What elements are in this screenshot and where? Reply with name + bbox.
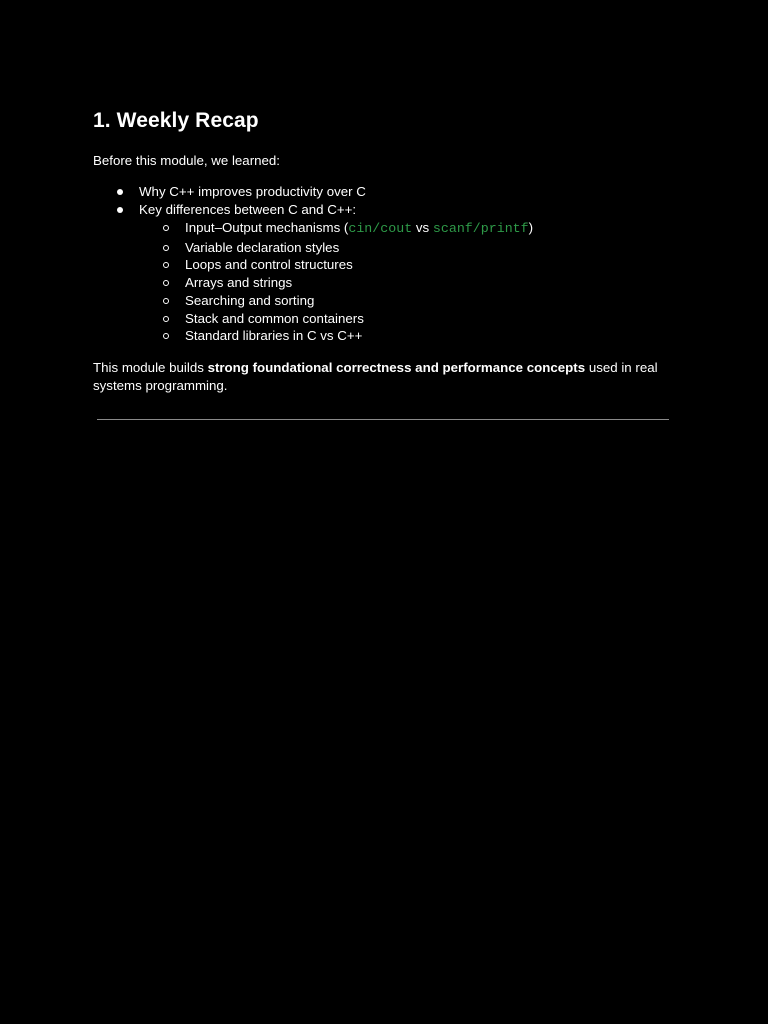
bullet-circle-icon xyxy=(163,245,169,251)
sublist-item xyxy=(139,256,673,274)
sublist-item xyxy=(139,239,673,257)
bullet-dot-icon xyxy=(117,207,123,213)
list-item xyxy=(93,183,673,201)
sublist-item-text: Stack and common containers xyxy=(185,310,364,326)
list-item-text: Why C++ improves productivity over C xyxy=(139,184,366,199)
bullet-circle-icon xyxy=(163,298,169,304)
sublist-item xyxy=(139,218,673,239)
list-item-text: Key differences between C and C++: xyxy=(139,201,357,217)
io-suffix-text: ) xyxy=(528,220,534,235)
sublist-item-text: Standard libraries in C vs C++ xyxy=(185,328,363,344)
sublist-item-text: Loops and control structures xyxy=(185,257,353,273)
outro-bold-text: strong foundational correctness and performance concepts xyxy=(207,360,586,376)
document-page xyxy=(93,106,673,395)
sublist-item xyxy=(139,310,673,328)
inline-code-scanf-printf: scanf/printf xyxy=(432,221,529,236)
list-item xyxy=(93,201,673,346)
bullet-circle-icon xyxy=(163,333,169,339)
intro-paragraph: Before this module, we learned: xyxy=(93,153,281,168)
bullet-circle-icon xyxy=(163,225,169,231)
differences-sublist xyxy=(139,218,673,345)
sublist-item-text: Arrays and strings xyxy=(185,275,293,291)
outro-prefix-text: This module builds xyxy=(93,360,208,376)
sublist-item xyxy=(139,292,673,310)
bullet-circle-icon xyxy=(163,262,169,268)
outro-paragraph xyxy=(93,359,673,395)
bullet-circle-icon xyxy=(163,316,169,322)
section-heading: 1. Weekly Recap xyxy=(93,109,259,132)
section-divider xyxy=(97,419,669,420)
sublist-item xyxy=(139,274,673,292)
bullet-dot-icon xyxy=(117,189,123,195)
io-middle-text: vs xyxy=(412,220,433,235)
inline-code-cin-cout: cin/cout xyxy=(348,221,413,236)
sublist-item-text: Searching and sorting xyxy=(185,292,315,308)
sublist-item-text: Variable declaration styles xyxy=(185,239,340,255)
io-prefix-text: Input–Output mechanisms ( xyxy=(185,220,349,235)
sublist-item xyxy=(139,327,673,345)
outro-suffix-text: used in real systems programming. xyxy=(93,360,658,394)
bullet-circle-icon xyxy=(163,280,169,286)
recap-list xyxy=(93,183,673,345)
